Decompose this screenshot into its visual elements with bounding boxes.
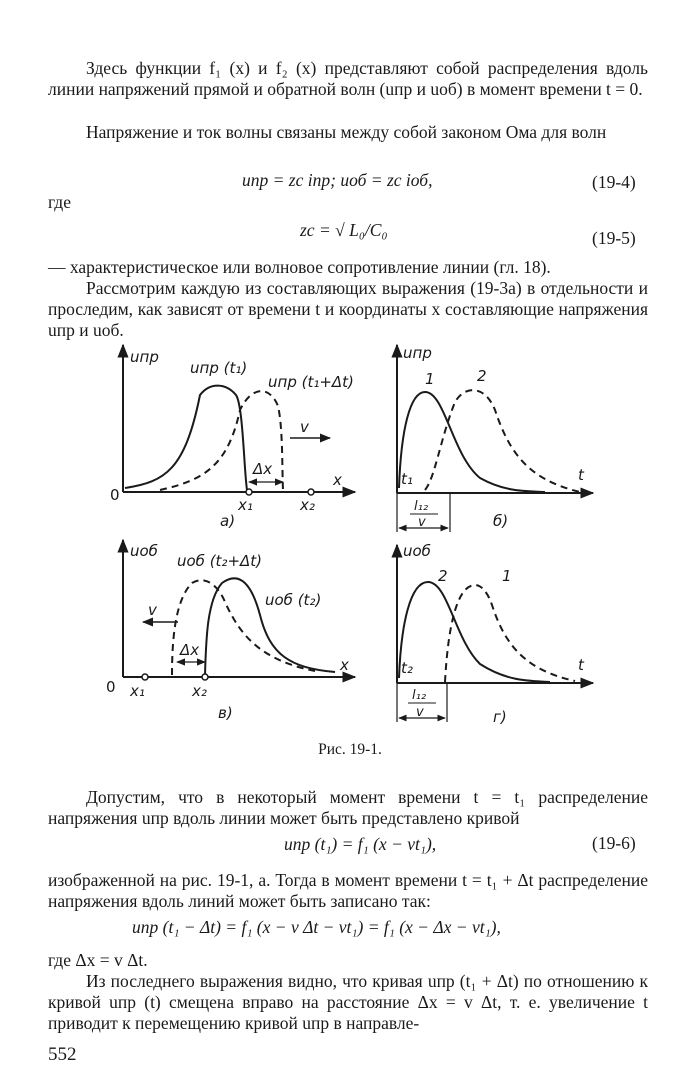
panel-a-curve2-label: uпр (t₁+Δt) [268, 373, 354, 391]
paragraph-where: где [48, 192, 71, 212]
panel-a-ylabel: uпр [130, 348, 159, 366]
panel-a-x2-label: x₂ [300, 496, 315, 514]
panel-c-curve1-label: uоб (t₂+Δt) [177, 552, 263, 570]
panel-d-tag: г) [493, 708, 507, 726]
equation-19-6: uпр (t₁) = f₁ (x − vt₁), [284, 834, 437, 854]
panel-d-curve-1 [445, 585, 575, 682]
panel-c-velocity-label: v [148, 601, 157, 619]
paragraph-ohm-law: Напряжение и ток волны связаны между собой законом Ома для волн [86, 122, 607, 142]
equation-19-4: uпр = zc iпр; uоб = zc iоб, [242, 170, 433, 190]
panel-a-x-label: x [333, 471, 342, 489]
panel-a-solid-curve [125, 386, 247, 490]
panel-d-curve2-label: 2 [438, 567, 448, 585]
paragraph-functions: Здесь функции f₁ (x) и f₂ (x) представляют собой распределения вдоль линии напряжений прямой и обратной волн (uпр и uоб) в момент времени t = 0. [48, 58, 648, 99]
panel-d-curve1-label: 1 [502, 567, 512, 585]
panel-c-ylabel: uоб [130, 542, 158, 560]
panel-a-origin: 0 [110, 486, 120, 504]
panel-a-x1-point [246, 489, 252, 495]
equation-19-5: zc = √ L₀/C₀ [300, 220, 388, 240]
paragraph-figure-ref: изображенной на рис. 19-1, а. Тогда в момент времени t = t₁ + Δt распределение напряжения вдоль линий может быть записано так: [48, 870, 648, 911]
panel-b-curve-1 [399, 392, 545, 492]
paragraph-dx: где Δx = v Δt. [48, 950, 148, 970]
panel-a-dx-label: Δx [253, 460, 273, 478]
figure-caption: Рис. 19-1. [318, 741, 382, 758]
panel-d-t2-label: t₂ [401, 659, 413, 677]
paragraph-consider: Рассмотрим каждую из составляющих выражения (19-3а) в отдельности и проследим, как зависят от времени t и координаты x составляющие напряжения uпр и uоб. [48, 278, 648, 340]
panel-d [397, 545, 593, 722]
paragraph-impedance: — характеристическое или волновое сопротивление линии (гл. 18). [48, 257, 551, 277]
equation-number-19-5: (19-5) [592, 228, 636, 248]
panel-a-velocity-label: v [300, 418, 309, 436]
panel-a-tag: а) [220, 512, 236, 530]
page-number: 552 [48, 1044, 77, 1065]
panel-a-x1-label: x₁ [238, 496, 253, 514]
equation-number-19-6: (19-6) [592, 833, 636, 853]
panel-c-tag: в) [218, 704, 233, 722]
panel-c-x1-label: x₁ [130, 682, 145, 700]
panel-b-t1-label: t₁ [401, 470, 413, 488]
panel-b-t-label: t [578, 466, 584, 484]
panel-b-curve-2 [425, 390, 580, 492]
panel-c-origin: 0 [106, 678, 116, 696]
panel-b-ylabel: uпр [403, 344, 432, 362]
panel-a-x2-point [308, 489, 314, 495]
paragraph-assume: Допустим, что в некоторый момент времени t = t₁ распределение напряжения uпр вдоль линии может быть представлено кривой [48, 787, 648, 828]
equation-shift: uпр (t₁ − Δt) = f₁ (x − v Δt − vt₁) = f₁ (x − Δx − vt₁), [132, 917, 501, 937]
panel-b-tag: б) [493, 512, 509, 530]
panel-c-dx-label: Δx [180, 641, 200, 659]
panel-d-curve-2 [399, 582, 550, 682]
panel-b-frac-num: l₁₂ [414, 499, 429, 514]
panel-c-x2-point [202, 674, 208, 680]
panel-b-curve2-label: 2 [477, 367, 487, 385]
panel-d-t-label: t [578, 656, 584, 674]
panel-b-curve1-label: 1 [425, 370, 435, 388]
panel-d-frac-den: v [416, 705, 424, 720]
panel-c-x-label: x [340, 656, 349, 674]
panel-d-ylabel: uоб [403, 542, 431, 560]
panel-d-frac-num: l₁₂ [412, 688, 427, 703]
panel-a-curve1-label: uпр (t₁) [190, 359, 248, 377]
paragraph-conclusion: Из последнего выражения видно, что кривая uпр (t₁ + Δt) по отношению к кривой uпр (t) смещена вправо на расстояние Δx = v Δt, т. е. увеличение t приводит к перемещению кривой uпр в направле- [48, 971, 648, 1033]
panel-c-x1-point [142, 674, 148, 680]
panel-c-curve2-label: uоб (t₂) [265, 591, 322, 609]
equation-number-19-4: (19-4) [592, 172, 636, 192]
panel-c-x2-label: x₂ [192, 682, 207, 700]
panel-b-frac-den: v [418, 515, 426, 530]
